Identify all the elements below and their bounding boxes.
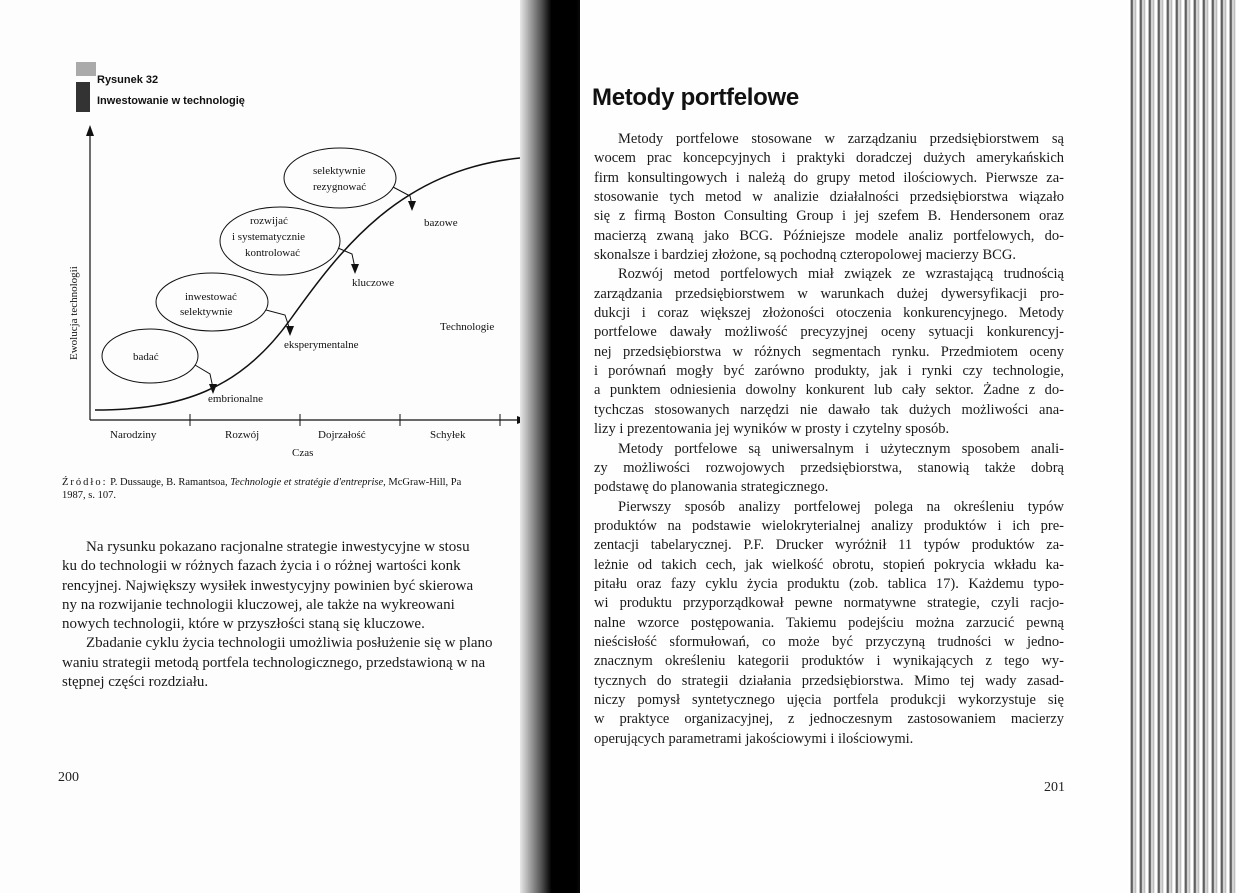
strategy-label-1b: selektywnie	[180, 306, 233, 318]
text-line: tychczas stosowanych narzędzi nie dawało tak dużych możliwości ana-	[594, 401, 1064, 418]
left-page	[0, 0, 538, 893]
x-tick-label: Dojrzałość	[318, 429, 366, 441]
bubble-inwestowac	[156, 273, 294, 336]
text-line: Metody portfelowe są uniwersalnym i użytecznym sposobem anali-	[618, 440, 1064, 457]
strategy-label-3: selektywnie	[313, 165, 366, 177]
text-line: wocem prac koncepcyjnych i praktyki doradczej dużych amerykańskich	[594, 150, 1064, 167]
x-axis	[90, 416, 528, 424]
figure-label: Rysunek 32	[97, 74, 159, 86]
source-work: Technologie et stratégie d'entreprise,	[230, 477, 386, 488]
strategy-label-3b: rezygnować	[313, 181, 367, 193]
curve-label: Technologie	[440, 321, 495, 333]
strategy-label-0: badać	[133, 351, 159, 363]
page-title: Metody portfelowe	[592, 84, 799, 111]
text-line: ny na rozwijanie technologii kluczowej, ale także na wykreowani	[62, 596, 455, 613]
page-edge-stack	[1128, 0, 1236, 893]
figure-source	[62, 476, 532, 502]
x-tick-label: Schyłek	[430, 429, 466, 441]
text-line: niczy pomysł syntetycznego ujęcia portfela produkcji wykorzystuje się	[594, 691, 1064, 708]
right-body-text	[594, 130, 1064, 749]
y-axis	[86, 125, 94, 420]
text-line: dukcji i coraz większej złożoności otoczenia konkurencyjnego. Metody	[594, 305, 1064, 322]
page-number-right: 201	[1044, 780, 1065, 795]
text-line: i porównań mogły być zarówno produkty, jak i rynki czy technologie,	[594, 363, 1064, 380]
text-line: stępnej części rozdziału.	[62, 674, 209, 691]
text-line: macierzą zwaną jako BCG. Późniejsze modele analiz portfelowych, do-	[594, 227, 1064, 244]
text-line: Pierwszy sposób analizy portfelowej polega na określeniu typów	[618, 498, 1064, 515]
strategy-label-2c: kontrolować	[245, 247, 300, 259]
text-line: Metody portfelowe stosowane w zarządzaniu przedsiębiorstwem są	[618, 131, 1064, 147]
stage-label-2: kluczowe	[352, 277, 395, 289]
bubble-badac	[102, 329, 217, 394]
text-line: w praktyce organizacyjnej, z jednoczesnym zastosowaniem macierzy	[594, 711, 1064, 728]
y-axis-label: Ewolucja technologii	[68, 266, 80, 360]
bubble-selektywnie	[284, 148, 416, 211]
text-line: nej przedsiębiorstwa w różnych segmentach rynku. Przedmiotem oceny	[594, 343, 1064, 360]
stage-label-1: eksperymentalne	[284, 339, 359, 351]
figure-marker	[76, 62, 96, 76]
x-tick-label: Rozwój	[225, 429, 260, 441]
text-line: rencyjnej. Największy wysiłek inwestycyjny powinien być skierowa	[62, 577, 474, 594]
text-line: Zbadanie cyklu życia technologii umożliwia posłużenie się w plano	[86, 635, 493, 652]
text-line: ku do technologii w różnych fazach życia i o różnej wartości konk	[62, 558, 461, 575]
text-line: nieścisłość sformułowań, co może być przyczyną trudności w jedno-	[594, 633, 1064, 650]
stage-label-0: embrionalne	[208, 393, 263, 405]
text-line: wi produktu przyporządkował pewne normatywne strategie, czyli racjo-	[594, 595, 1064, 612]
text-line: tycznych do strategii działania przedsiębiorstwa. Mimo tej wady zasad-	[594, 672, 1064, 689]
technology-chart	[0, 120, 538, 460]
text-line: pitału oraz fazy cyklu życia produktu (zob. tablica 17). Każdemu typo-	[594, 575, 1064, 592]
strategy-label-2: rozwijać	[250, 215, 288, 227]
page-number-left: 200	[58, 770, 79, 785]
x-axis-label: Czas	[292, 447, 314, 459]
text-line: firm konsultingowych i należą do grupy metod ilościowych. Pierwsze za-	[594, 169, 1064, 186]
figure-title: Inwestowanie w technologię	[97, 95, 245, 107]
stage-label-3: bazowe	[424, 217, 458, 229]
x-tick-label: Narodziny	[110, 429, 157, 441]
text-line: a punktem odniesienia dowolny konkurent lub cały sektor. Żadne z do-	[594, 382, 1064, 399]
text-line: zy możliwości rozwojowych przedsiębiorstwa, stanowią także dobrą	[594, 459, 1064, 476]
text-line: zentacji tabelarycznej. P.F. Drucker wyróżnił 11 typów produktów za-	[594, 537, 1064, 554]
source-prefix: Źródło:	[62, 477, 108, 488]
text-line: Rozwój metod portfelowych miał związek ze wzrastającą trudnością	[618, 266, 1064, 283]
x-tick-group	[110, 414, 500, 441]
text-line: się z firmą Boston Consulting Group i jej szefem B. Hendersonem oraz	[594, 208, 1064, 225]
text-line: Na rysunku pokazano racjonalne strategie inwestycyjne w stosu	[86, 539, 470, 555]
text-line: portfelowe dawały możliwość precyzyjnej oceny sytuacji konkurencyj-	[594, 324, 1064, 341]
text-line: znacznym określeniu kategorii produktów i wynikających z tego wy-	[594, 653, 1064, 670]
source-publisher: McGraw-Hill, Pa	[388, 477, 462, 488]
text-line: skonalsze i bardziej złożone, są pochodną czteropolowej macierzy BCG.	[594, 247, 1016, 264]
text-line: lizy i prezentowania jej wyników w prosty i czytelny sposób.	[594, 421, 950, 438]
source-year: 1987, s. 107.	[62, 490, 116, 501]
text-line: operujących parametrami jakościowymi i ilościowymi.	[594, 730, 914, 747]
text-line: leżnie od takich cech, jak wielkość obrotu, stopień pokrycia wkładu ka-	[594, 556, 1064, 573]
left-body-text	[62, 538, 532, 692]
source-authors: P. Dussauge, B. Ramantsoa,	[110, 477, 228, 488]
text-line: waniu strategii metodą portfela technologicznego, przedstawioną w na	[62, 654, 486, 671]
strategy-label-2b: i systematycznie	[232, 231, 306, 243]
text-line: produktów na podstawie wielokryterialnej analizy produktów i ich pre-	[594, 517, 1064, 534]
text-line: zarządzania przedsiębiorstwem w warunkach dużej dywersyfikacji pro-	[594, 285, 1064, 302]
text-line: nalne wzorce postępowania. Takiemu podejściu można zarzucić pewną	[594, 614, 1064, 631]
strategy-label-1: inwestować	[185, 291, 237, 303]
figure-marker-dark	[76, 82, 90, 112]
text-line: podstawę do planowania strategicznego.	[594, 479, 829, 496]
s-curve	[95, 158, 520, 410]
text-line: stosowanie tych metod w analizie działalności przedsiębiorstwa wiązało	[594, 189, 1064, 206]
text-line: nowych technologii, które w przyszłości staną się kluczowe.	[62, 616, 425, 633]
bubble-rozwijac	[220, 207, 359, 275]
